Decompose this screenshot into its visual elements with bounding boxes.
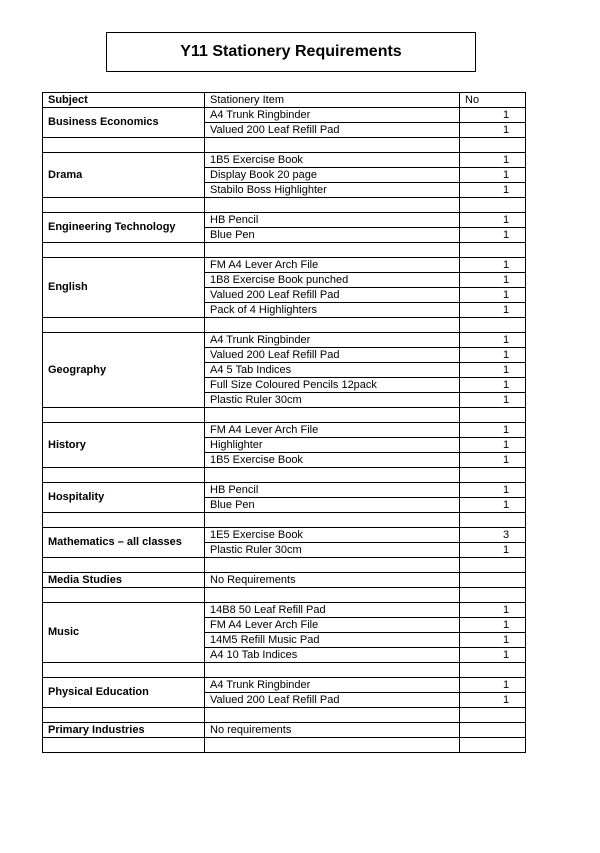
item-cell: A4 10 Tab Indices — [205, 648, 460, 663]
subject-cell: Drama — [43, 153, 205, 198]
item-cell: Blue Pen — [205, 498, 460, 513]
item-cell: 1B5 Exercise Book — [205, 153, 460, 168]
stationery-table-body — [43, 93, 526, 753]
quantity-cell: 1 — [460, 123, 526, 138]
subject-cell: Business Economics — [43, 108, 205, 138]
empty-cell — [43, 708, 205, 723]
item-cell: A4 5 Tab Indices — [205, 363, 460, 378]
table-row — [43, 108, 526, 123]
subject-cell: Media Studies — [43, 573, 205, 588]
empty-cell — [460, 588, 526, 603]
table-row — [43, 678, 526, 693]
spacer-row — [43, 468, 526, 483]
item-cell: Highlighter — [205, 438, 460, 453]
item-cell: 1E5 Exercise Book — [205, 528, 460, 543]
table-row — [43, 483, 526, 498]
item-cell: Full Size Coloured Pencils 12pack — [205, 378, 460, 393]
empty-cell — [460, 513, 526, 528]
quantity-cell: 1 — [460, 333, 526, 348]
empty-cell — [460, 558, 526, 573]
quantity-cell: 1 — [460, 213, 526, 228]
empty-cell — [205, 318, 460, 333]
empty-cell — [460, 708, 526, 723]
table-row — [43, 333, 526, 348]
empty-cell — [43, 198, 205, 213]
item-cell: A4 Trunk Ringbinder — [205, 108, 460, 123]
quantity-cell: 1 — [460, 483, 526, 498]
empty-cell — [43, 558, 205, 573]
item-cell: Plastic Ruler 30cm — [205, 393, 460, 408]
empty-cell — [43, 243, 205, 258]
empty-cell — [460, 318, 526, 333]
subject-cell: Hospitality — [43, 483, 205, 513]
quantity-cell: 1 — [460, 228, 526, 243]
spacer-row — [43, 243, 526, 258]
quantity-cell: 1 — [460, 378, 526, 393]
spacer-row — [43, 558, 526, 573]
item-cell: Pack of 4 Highlighters — [205, 303, 460, 318]
empty-cell — [205, 198, 460, 213]
quantity-cell: 1 — [460, 393, 526, 408]
spacer-row — [43, 588, 526, 603]
empty-cell — [43, 318, 205, 333]
item-cell: Valued 200 Leaf Refill Pad — [205, 348, 460, 363]
item-cell: 14M5 Refill Music Pad — [205, 633, 460, 648]
empty-cell — [460, 198, 526, 213]
empty-cell — [205, 588, 460, 603]
item-cell: FM A4 Lever Arch File — [205, 618, 460, 633]
item-cell: 1B8 Exercise Book punched — [205, 273, 460, 288]
quantity-cell: 1 — [460, 183, 526, 198]
spacer-row — [43, 408, 526, 423]
empty-cell — [205, 468, 460, 483]
item-cell: FM A4 Lever Arch File — [205, 423, 460, 438]
spacer-row — [43, 738, 526, 753]
empty-cell — [43, 138, 205, 153]
quantity-cell: 1 — [460, 498, 526, 513]
quantity-cell: 1 — [460, 633, 526, 648]
item-cell: Plastic Ruler 30cm — [205, 543, 460, 558]
empty-cell — [205, 138, 460, 153]
table-row — [43, 258, 526, 273]
item-cell: Blue Pen — [205, 228, 460, 243]
empty-cell — [205, 708, 460, 723]
item-cell: No Requirements — [205, 573, 460, 588]
header-subject: Subject — [43, 93, 205, 108]
header-no: No — [460, 93, 526, 108]
quantity-cell: 1 — [460, 423, 526, 438]
quantity-cell — [460, 723, 526, 738]
empty-cell — [43, 468, 205, 483]
quantity-cell: 1 — [460, 438, 526, 453]
item-cell: Display Book 20 page — [205, 168, 460, 183]
spacer-row — [43, 198, 526, 213]
item-cell: HB Pencil — [205, 483, 460, 498]
subject-cell: Geography — [43, 333, 205, 408]
quantity-cell: 1 — [460, 453, 526, 468]
quantity-cell: 1 — [460, 258, 526, 273]
quantity-cell: 1 — [460, 288, 526, 303]
table-row — [43, 603, 526, 618]
empty-cell — [205, 513, 460, 528]
item-cell: A4 Trunk Ringbinder — [205, 678, 460, 693]
quantity-cell: 1 — [460, 618, 526, 633]
empty-cell — [460, 738, 526, 753]
stationery-table — [42, 92, 526, 753]
item-cell: Valued 200 Leaf Refill Pad — [205, 123, 460, 138]
quantity-cell: 1 — [460, 303, 526, 318]
empty-cell — [43, 513, 205, 528]
spacer-row — [43, 708, 526, 723]
table-row — [43, 573, 526, 588]
item-cell: Stabilo Boss Highlighter — [205, 183, 460, 198]
spacer-row — [43, 663, 526, 678]
empty-cell — [205, 663, 460, 678]
empty-cell — [205, 408, 460, 423]
empty-cell — [43, 588, 205, 603]
spacer-row — [43, 318, 526, 333]
empty-cell — [43, 738, 205, 753]
empty-cell — [205, 558, 460, 573]
page-title: Y11 Stationery Requirements — [106, 32, 476, 72]
subject-cell: Physical Education — [43, 678, 205, 708]
empty-cell — [460, 243, 526, 258]
quantity-cell: 1 — [460, 648, 526, 663]
spacer-row — [43, 513, 526, 528]
quantity-cell: 1 — [460, 168, 526, 183]
subject-cell: Music — [43, 603, 205, 663]
empty-cell — [205, 243, 460, 258]
quantity-cell: 1 — [460, 348, 526, 363]
empty-cell — [460, 138, 526, 153]
empty-cell — [43, 663, 205, 678]
item-cell: 1B5 Exercise Book — [205, 453, 460, 468]
empty-cell — [43, 408, 205, 423]
subject-cell: Mathematics – all classes — [43, 528, 205, 558]
quantity-cell: 1 — [460, 108, 526, 123]
quantity-cell: 3 — [460, 528, 526, 543]
spacer-row — [43, 138, 526, 153]
item-cell: Valued 200 Leaf Refill Pad — [205, 288, 460, 303]
subject-cell: History — [43, 423, 205, 468]
quantity-cell — [460, 573, 526, 588]
quantity-cell: 1 — [460, 543, 526, 558]
header-item: Stationery Item — [205, 93, 460, 108]
table-row — [43, 423, 526, 438]
table-header-row — [43, 93, 526, 108]
item-cell: No requirements — [205, 723, 460, 738]
empty-cell — [460, 663, 526, 678]
item-cell: Valued 200 Leaf Refill Pad — [205, 693, 460, 708]
item-cell: A4 Trunk Ringbinder — [205, 333, 460, 348]
subject-cell: Primary Industries — [43, 723, 205, 738]
empty-cell — [460, 408, 526, 423]
quantity-cell: 1 — [460, 153, 526, 168]
item-cell: 14B8 50 Leaf Refill Pad — [205, 603, 460, 618]
quantity-cell: 1 — [460, 273, 526, 288]
table-row — [43, 153, 526, 168]
subject-cell: Engineering Technology — [43, 213, 205, 243]
subject-cell: English — [43, 258, 205, 318]
table-row — [43, 528, 526, 543]
empty-cell — [205, 738, 460, 753]
quantity-cell: 1 — [460, 363, 526, 378]
quantity-cell: 1 — [460, 603, 526, 618]
quantity-cell: 1 — [460, 678, 526, 693]
item-cell: FM A4 Lever Arch File — [205, 258, 460, 273]
table-row — [43, 723, 526, 738]
empty-cell — [460, 468, 526, 483]
item-cell: HB Pencil — [205, 213, 460, 228]
quantity-cell: 1 — [460, 693, 526, 708]
table-row — [43, 213, 526, 228]
